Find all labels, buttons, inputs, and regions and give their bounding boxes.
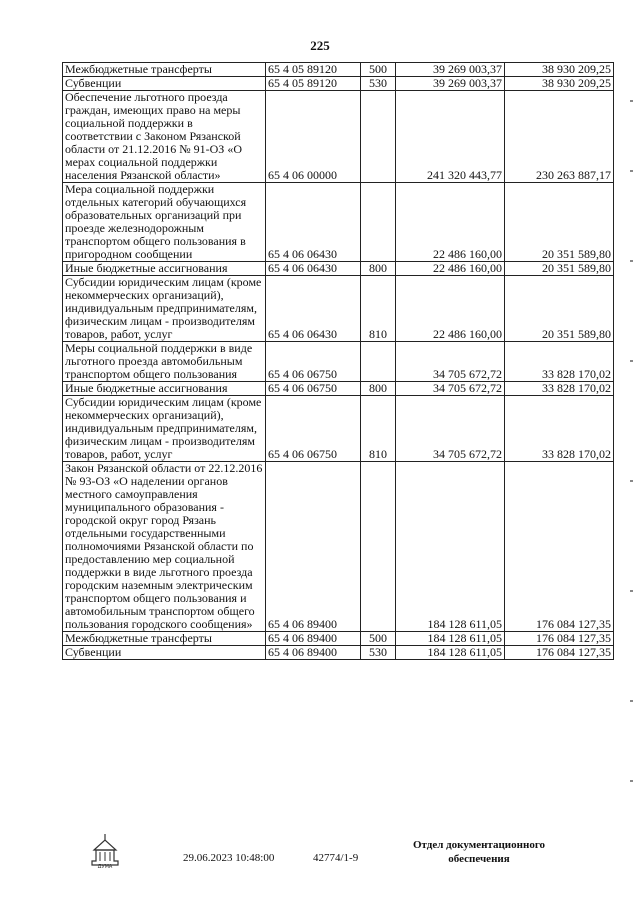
row-amount-2024-cell: 38 930 209,25 [505,77,614,91]
row-amount-2023-cell: 22 486 160,00 [396,183,505,262]
row-expense-type-cell: 530 [361,646,396,660]
row-expense-type-cell: 810 [361,276,396,342]
row-amount-2024-cell: 176 084 127,35 [505,462,614,632]
page-number: 225 [310,38,330,53]
row-code-cell: 65 4 06 89400 [266,462,361,632]
row-expense-type-cell: 810 [361,396,396,462]
row-amount-2023-cell: 39 269 003,37 [396,63,505,77]
row-expense-type-cell [361,342,396,382]
row-amount-2024-cell: 20 351 589,80 [505,262,614,276]
department-line-1: Отдел документационного [412,839,546,851]
row-name-cell: Субсидии юридическим лицам (кроме некоммерческих организаций), индивидуальным предпринимателям, физическим лицам - производителям товаров, работ, услуг [63,276,266,342]
row-expense-type-cell [361,183,396,262]
row-name-cell: Субвенции [63,77,266,91]
row-expense-type-cell: 500 [361,632,396,646]
row-code-cell: 65 4 06 00000 [266,91,361,183]
department-name [404,838,554,866]
table-row [63,91,614,183]
row-expense-type-cell: 500 [361,63,396,77]
table-row [63,462,614,632]
row-name-cell: Межбюджетные трансферты [63,632,266,646]
row-name-cell: Межбюджетные трансферты [63,63,266,77]
scan-edge-marks [628,60,636,850]
page-footer [0,830,640,890]
table-row [63,632,614,646]
stamp-datetime: 29.06.2023 10:48:00 [183,852,275,864]
row-amount-2023-cell: 34 705 672,72 [396,396,505,462]
row-name-cell: Меры социальной поддержки в виде льготного проезда автомобильным транспортом общего пользования [63,342,266,382]
row-amount-2023-cell: 184 128 611,05 [396,632,505,646]
row-name-cell: Иные бюджетные ассигнования [63,382,266,396]
row-amount-2024-cell: 38 930 209,25 [505,63,614,77]
row-amount-2024-cell: 33 828 170,02 [505,396,614,462]
budget-table [62,62,614,660]
row-amount-2024-cell: 230 263 887,17 [505,91,614,183]
row-code-cell: 65 4 06 06750 [266,342,361,382]
row-amount-2023-cell: 22 486 160,00 [396,262,505,276]
row-name-cell: Закон Рязанской области от 22.12.2016 № 93-ОЗ «О наделении органов местного самоуправления муниципального образования - городской округ город Рязань отдельными государственными полномочиями Рязанской области по предоставлению мер социальной поддержки в виде льготного проезда городским наземным электрическим транспортом общего пользования и автомобильным транспортом общего пользования городского сообщения» [63,462,266,632]
row-code-cell: 65 4 06 89400 [266,646,361,660]
row-code-cell: 65 4 06 06430 [266,183,361,262]
row-amount-2024-cell: 20 351 589,80 [505,276,614,342]
row-expense-type-cell: 800 [361,262,396,276]
row-amount-2023-cell: 241 320 443,77 [396,91,505,183]
row-amount-2024-cell: 33 828 170,02 [505,382,614,396]
table-row [63,63,614,77]
row-amount-2023-cell: 184 128 611,05 [396,646,505,660]
row-code-cell: 65 4 06 06430 [266,276,361,342]
row-code-cell: 65 4 05 89120 [266,63,361,77]
row-code-cell: 65 4 06 06750 [266,382,361,396]
row-code-cell: 65 4 06 89400 [266,632,361,646]
row-amount-2024-cell: 176 084 127,35 [505,646,614,660]
row-amount-2023-cell: 34 705 672,72 [396,342,505,382]
budget-table-body [63,63,614,660]
row-amount-2023-cell: 39 269 003,37 [396,77,505,91]
table-row [63,262,614,276]
row-amount-2023-cell: 184 128 611,05 [396,462,505,632]
row-amount-2024-cell: 33 828 170,02 [505,342,614,382]
row-code-cell: 65 4 06 06430 [266,262,361,276]
row-name-cell: Субсидии юридическим лицам (кроме некоммерческих организаций), индивидуальным предпринимателям, физическим лицам - производителям товаров, работ, услуг [63,396,266,462]
table-row [63,276,614,342]
row-name-cell: Мера социальной поддержки отдельных категорий обучающихся образовательных организаций при проезде железнодорожным транспортом общего пользования в пригородном сообщении [63,183,266,262]
emblem-icon [88,832,122,868]
table-row [63,342,614,382]
row-name-cell: Иные бюджетные ассигнования [63,262,266,276]
row-name-cell: Субвенции [63,646,266,660]
row-amount-2024-cell: 20 351 589,80 [505,183,614,262]
department-line-2: обеспечения [448,853,510,865]
row-amount-2023-cell: 34 705 672,72 [396,382,505,396]
table-row [63,382,614,396]
row-expense-type-cell: 800 [361,382,396,396]
row-code-cell: 65 4 05 89120 [266,77,361,91]
row-code-cell: 65 4 06 06750 [266,396,361,462]
registration-number: 42774/1-9 [313,852,359,864]
table-row [63,646,614,660]
row-amount-2024-cell: 176 084 127,35 [505,632,614,646]
row-expense-type-cell [361,462,396,632]
row-expense-type-cell: 530 [361,77,396,91]
row-amount-2023-cell: 22 486 160,00 [396,276,505,342]
row-name-cell: Обеспечение льготного проезда граждан, имеющих право на меры социальной поддержки в соответствии с Законом Рязанской области от 21.12.2016 № 91-ОЗ «О мерах социальной поддержки населения Рязанской области» [63,91,266,183]
emblem-label: ДУМА [97,864,113,868]
row-expense-type-cell [361,91,396,183]
table-row [63,183,614,262]
table-row [63,77,614,91]
table-row [63,396,614,462]
